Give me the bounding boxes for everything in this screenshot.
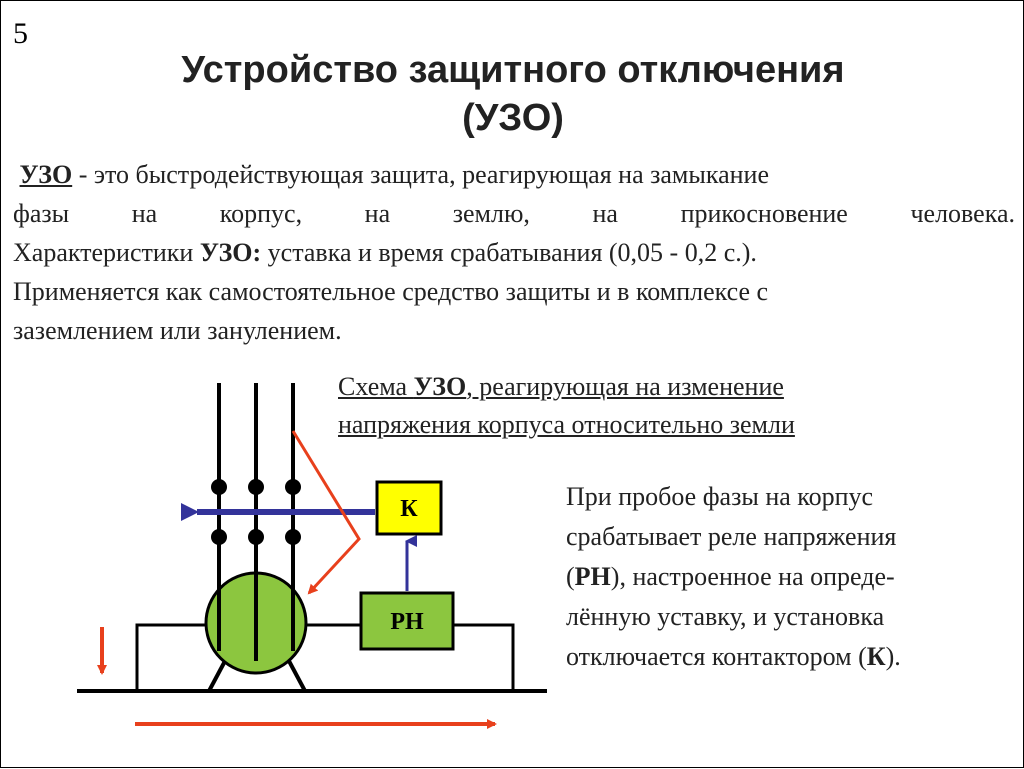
voltage-relay-label: РН <box>390 609 424 635</box>
contactor-label: К <box>400 496 418 522</box>
definition-line-3-bold: УЗО: <box>199 238 262 267</box>
motor-leg-left <box>209 661 225 691</box>
explanation-line-2: срабатывает реле напряжения <box>566 522 897 551</box>
definition-line-3-pre: Характеристики <box>13 238 200 267</box>
grounding-left-wire <box>137 625 213 689</box>
contact-lower-1 <box>211 529 227 545</box>
contact-upper-1 <box>211 479 227 495</box>
explanation-line-5-pre: отключается контактором ( <box>566 642 867 671</box>
slide-number: 5 <box>13 17 28 50</box>
explanation-line-3-pre: ( <box>566 562 575 591</box>
definition-line-5: заземлением или занулением. <box>13 316 342 345</box>
relay-right-wire <box>453 625 513 689</box>
explanation-line-5-text: ). <box>885 642 901 671</box>
explanation-line-3-bold: РН <box>574 562 611 591</box>
motor-leg-right <box>289 661 305 691</box>
explanation-line-1: При пробое фазы на корпус <box>566 482 874 511</box>
definition-term: УЗО <box>19 160 73 189</box>
scheme-caption-bold: УЗО <box>413 372 467 401</box>
scheme-caption-pre: Схема <box>338 372 414 401</box>
scheme-caption-line-2: напряжения корпуса относительно земли <box>338 410 795 439</box>
scheme-caption-line-1-text: , реагирующая на изменение <box>466 372 784 401</box>
explanation-line-3-text: ), настроенное на опреде- <box>610 562 895 591</box>
page-title-line2: (УЗО) <box>462 97 564 139</box>
page-title-line1: Устройство защитного отключения <box>181 49 845 91</box>
contact-upper-3 <box>285 479 301 495</box>
definition-line-3-text: уставка и время срабатывания (0,05 - 0,2 с.). <box>261 238 757 267</box>
scheme-diagram <box>1 1 1024 769</box>
contact-lower-2 <box>248 529 264 545</box>
definition-line-2: фазы на корпус, на землю, на прикосновение человека. <box>13 199 1015 228</box>
definition-line-4: Применяется как самостоятельное средство защиты и в комплексе с <box>13 277 769 306</box>
contact-upper-2 <box>248 479 264 495</box>
contact-lower-3 <box>285 529 301 545</box>
explanation-line-5-bold: К <box>866 642 886 671</box>
definition-line-1-text: - это быстродействующая защита, реагирующая на замыкание <box>72 160 769 189</box>
explanation-line-4: лённую уставку, и установка <box>566 602 885 631</box>
